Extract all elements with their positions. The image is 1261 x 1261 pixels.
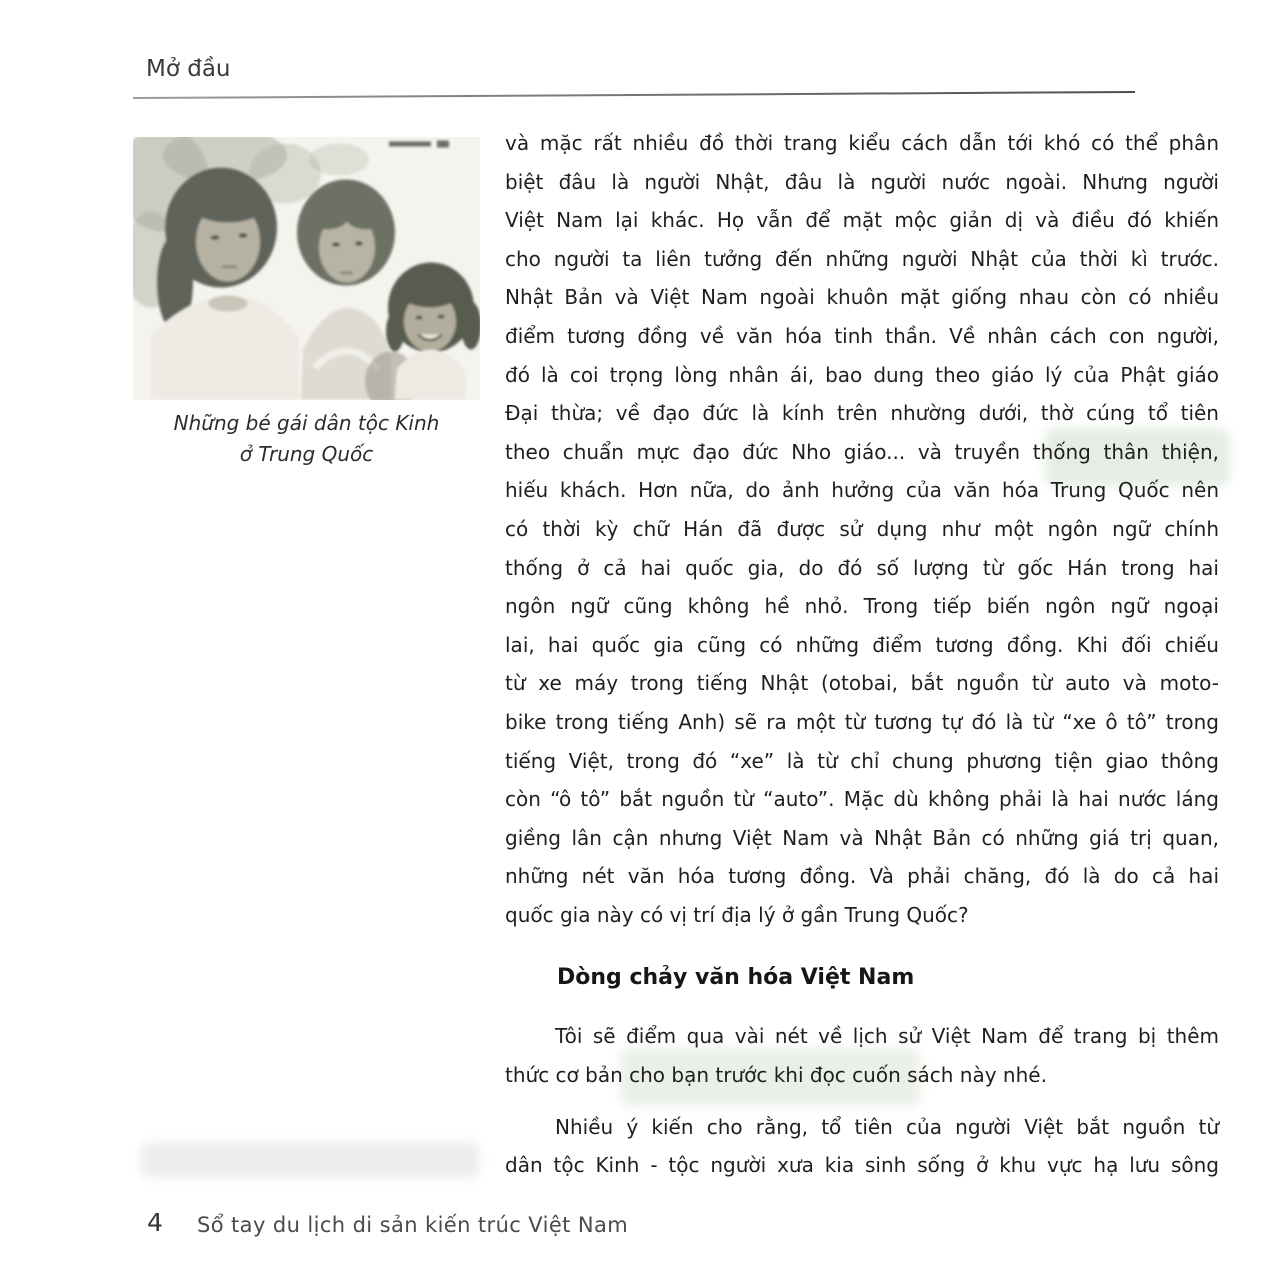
- body-line: có thời kỳ chữ Hán đã được sử dụng như một ngôn ngữ chính: [505, 516, 1219, 541]
- body-line: thức cơ bản cho bạn trước khi đọc cuốn sách này nhé.: [505, 1063, 1047, 1088]
- kinh-girls-photo: [133, 137, 480, 400]
- body-line: ngôn ngữ cũng không hề nhỏ. Trong tiếp biến ngôn ngữ ngoại: [505, 594, 1219, 619]
- body-line: điểm tương đồng về văn hóa tinh thần. Về nhân cách con người,: [505, 323, 1219, 348]
- body-line: hiếu khách. Hơn nữa, do ảnh hưởng của văn hóa Trung Quốc nên: [505, 478, 1219, 503]
- body-line: Tôi sẽ điểm qua vài nét về lịch sử Việt Nam để trang bị thêm: [555, 1024, 1219, 1049]
- photo-illustration: [133, 137, 480, 400]
- body-line: lai, hai quốc gia cũng có những điểm tương đồng. Khi đối chiếu: [505, 632, 1219, 657]
- header-rule: [133, 91, 1135, 99]
- body-line: theo chuẩn mực đạo đức Nho giáo... và truyền thống thân thiện,: [505, 439, 1219, 464]
- body-line: còn “ô tô” bắt nguồn từ “auto”. Mặc dù không phải là hai nước láng: [505, 787, 1219, 812]
- body-line: cho người ta liên tưởng đến những người Nhật của thời kì trước.: [505, 246, 1219, 271]
- body-line: thống ở cả hai quốc gia, do đó số lượng từ gốc Hán trong hai: [505, 555, 1219, 580]
- body-line: đó là coi trọng lòng nhân ái, bao dung theo giáo lý của Phật giáo: [505, 362, 1219, 387]
- section-heading: Dòng chảy văn hóa Việt Nam: [557, 965, 915, 991]
- body-line: từ xe máy trong tiếng Nhật (otobai, bắt nguồn từ auto và moto-: [505, 671, 1219, 696]
- page-number: 4: [147, 1208, 163, 1237]
- body-line: giềng lân cận nhưng Việt Nam và Nhật Bản có những giá trị quan,: [505, 825, 1219, 850]
- body-line: Nhiều ý kiến cho rằng, tổ tiên của người Việt bắt nguồn từ: [555, 1114, 1219, 1139]
- body-line: Việt Nam lại khác. Họ vẫn để mặt mộc giản dị và điều đó khiến: [505, 208, 1219, 233]
- body-line: biệt đâu là người Nhật, đâu là người nước ngoài. Nhưng người: [505, 169, 1219, 194]
- photo-caption: [133, 408, 480, 470]
- body-line: Đại thừa; về đạo đức là kính trên nhường dưới, thờ cúng tổ tiên: [505, 401, 1219, 426]
- body-line: dân tộc Kinh - tộc người xưa kia sinh sống ở khu vực hạ lưu sông: [505, 1153, 1219, 1178]
- body-line: những nét văn hóa tương đồng. Và phải chăng, đó là do cả hai: [505, 864, 1219, 889]
- body-line: và mặc rất nhiều đồ thời trang kiểu cách dẫn tới khó có thể phân: [505, 131, 1219, 155]
- body-line: Nhật Bản và Việt Nam ngoài khuôn mặt giống nhau còn có nhiều: [505, 285, 1219, 310]
- body-text-column: [505, 124, 1219, 1185]
- body-line: bike trong tiếng Anh) sẽ ra một từ tương tự đó là từ “xe ô tô” trong: [505, 709, 1219, 734]
- body-line: tiếng Việt, trong đó “xe” là từ chỉ chung phương tiện giao thông: [505, 748, 1219, 773]
- body-line: quốc gia này có vị trí địa lý ở gần Trung Quốc?: [505, 902, 969, 927]
- photo-caption-line2: ở Trung Quốc: [239, 442, 374, 466]
- footer-book-title: Sổ tay du lịch di sản kiến trúc Việt Nam: [197, 1213, 629, 1237]
- scan-artifact: [140, 1142, 480, 1178]
- chapter-header: Mở đầu: [146, 56, 231, 82]
- photo-caption-line1: Những bé gái dân tộc Kinh: [173, 411, 440, 435]
